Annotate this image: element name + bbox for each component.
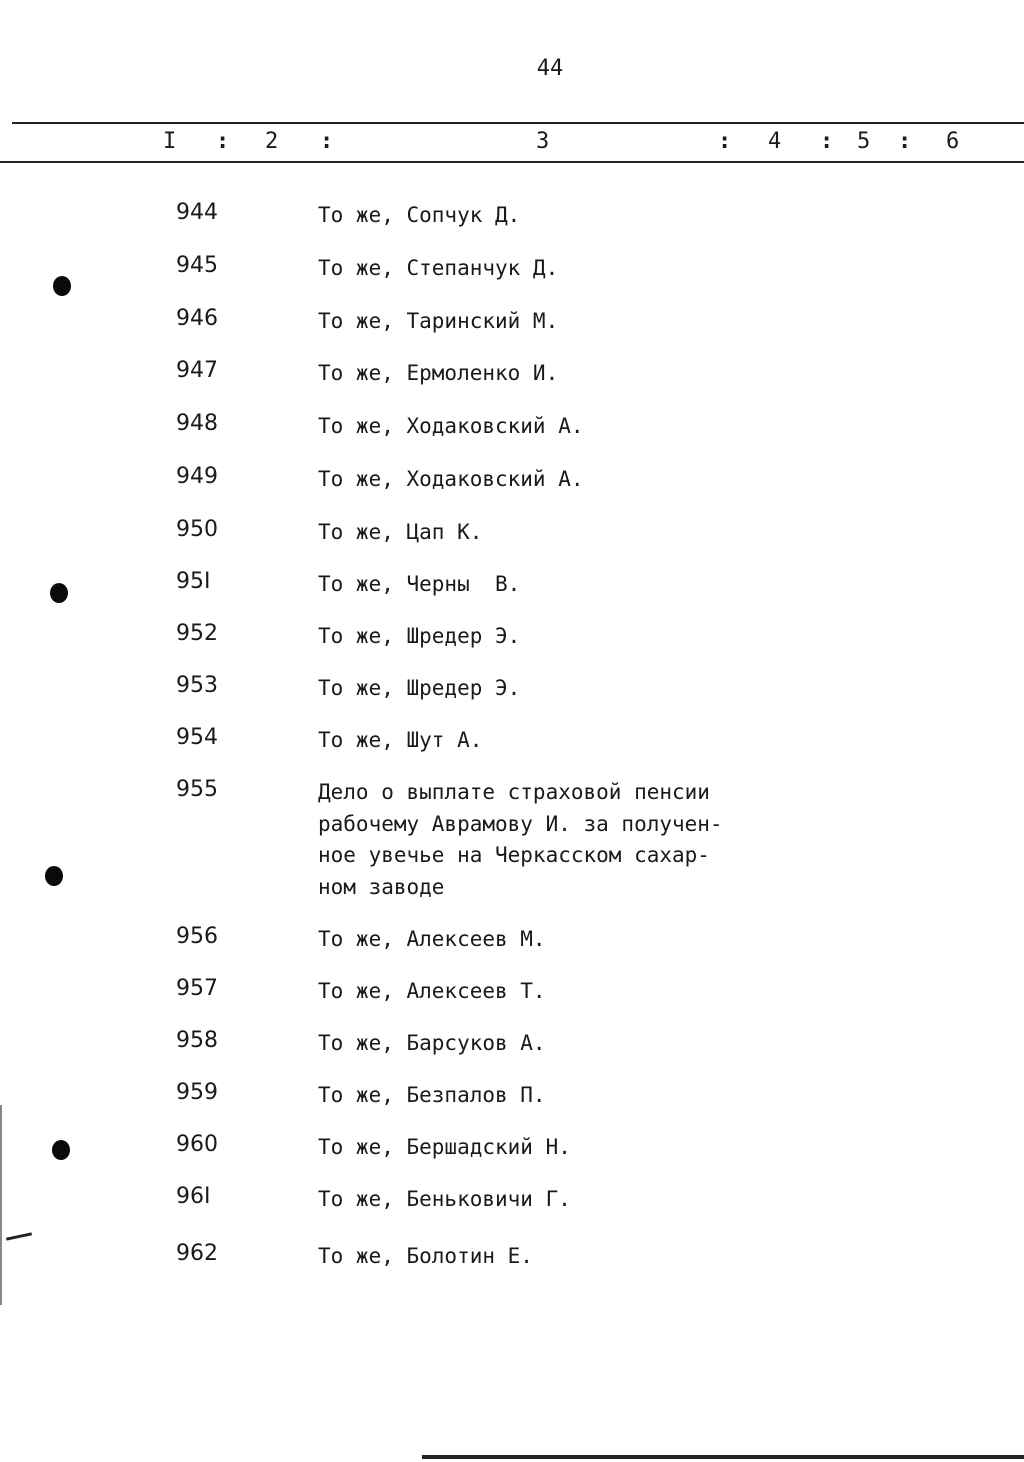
- record-description: То же, Бершадский Н.: [318, 1135, 571, 1159]
- record-description: То же, Цап К.: [318, 520, 483, 544]
- record-number: 962: [176, 1241, 218, 1266]
- record-number: 96I: [176, 1184, 211, 1209]
- record-number: 960: [176, 1132, 218, 1157]
- punch-hole: [52, 1140, 70, 1160]
- record-number: 955: [176, 777, 218, 802]
- record-number: 954: [176, 725, 218, 750]
- record-number: 945: [176, 253, 218, 278]
- col-header-1: I: [163, 129, 177, 154]
- col-separator: :: [718, 129, 732, 154]
- footer-rule: [422, 1455, 1024, 1459]
- record-number: 950: [176, 517, 218, 542]
- record-number: 944: [176, 200, 218, 225]
- punch-hole: [53, 276, 71, 296]
- record-number: 946: [176, 306, 218, 331]
- record-description: То же, Болотин Е.: [318, 1244, 533, 1268]
- record-number: 947: [176, 358, 218, 383]
- record-description: То же, Алексеев Т.: [318, 979, 546, 1003]
- record-number: 95I: [176, 569, 211, 594]
- record-description: То же, Ходаковский А.: [318, 414, 584, 438]
- record-number: 952: [176, 621, 218, 646]
- record-description: То же, Алексеев М.: [318, 927, 546, 951]
- col-header-2: 2: [265, 129, 279, 154]
- col-header-5: 5: [857, 129, 871, 154]
- record-number: 957: [176, 976, 218, 1001]
- col-header-4: 4: [768, 129, 782, 154]
- record-description: То же, Шут А.: [318, 728, 483, 752]
- record-description: То же, Ермоленко И.: [318, 361, 559, 385]
- header-rule-bottom: [0, 161, 1024, 163]
- record-number: 948: [176, 411, 218, 436]
- record-description: То же, Черны В.: [318, 572, 521, 596]
- record-description: То же, Шредер Э.: [318, 676, 521, 700]
- record-description: То же, Беньковичи Г.: [318, 1187, 571, 1211]
- punch-hole: [50, 583, 68, 603]
- record-number: 959: [176, 1080, 218, 1105]
- header-rule-top: [12, 122, 1024, 124]
- col-separator: :: [320, 129, 334, 154]
- record-description: То же, Безпалов П.: [318, 1083, 546, 1107]
- record-number: 949: [176, 464, 218, 489]
- margin-edge-line: [0, 1105, 2, 1305]
- page-number: 44: [536, 56, 564, 81]
- record-number: 958: [176, 1028, 218, 1053]
- col-separator: :: [820, 129, 834, 154]
- record-number: 953: [176, 673, 218, 698]
- record-description: То же, Барсуков А.: [318, 1031, 546, 1055]
- col-separator: :: [898, 129, 912, 154]
- record-description: То же, Степанчук Д.: [318, 256, 559, 280]
- record-description: То же, Ходаковский А.: [318, 467, 584, 491]
- col-header-3: 3: [536, 129, 550, 154]
- record-number: 956: [176, 924, 218, 949]
- record-description: То же, Сопчук Д.: [318, 203, 521, 227]
- record-description: То же, Шредер Э.: [318, 624, 521, 648]
- col-separator: :: [216, 129, 230, 154]
- punch-hole: [45, 866, 63, 886]
- col-header-6: 6: [946, 129, 960, 154]
- record-description: Дело о выплате страховой пенсии рабочему Аврамову И. за получен- ное увечье на Черкасском сахар- ном заводе: [318, 780, 723, 899]
- record-description: То же, Таринский М.: [318, 309, 559, 333]
- margin-edge-mark: [6, 1232, 32, 1240]
